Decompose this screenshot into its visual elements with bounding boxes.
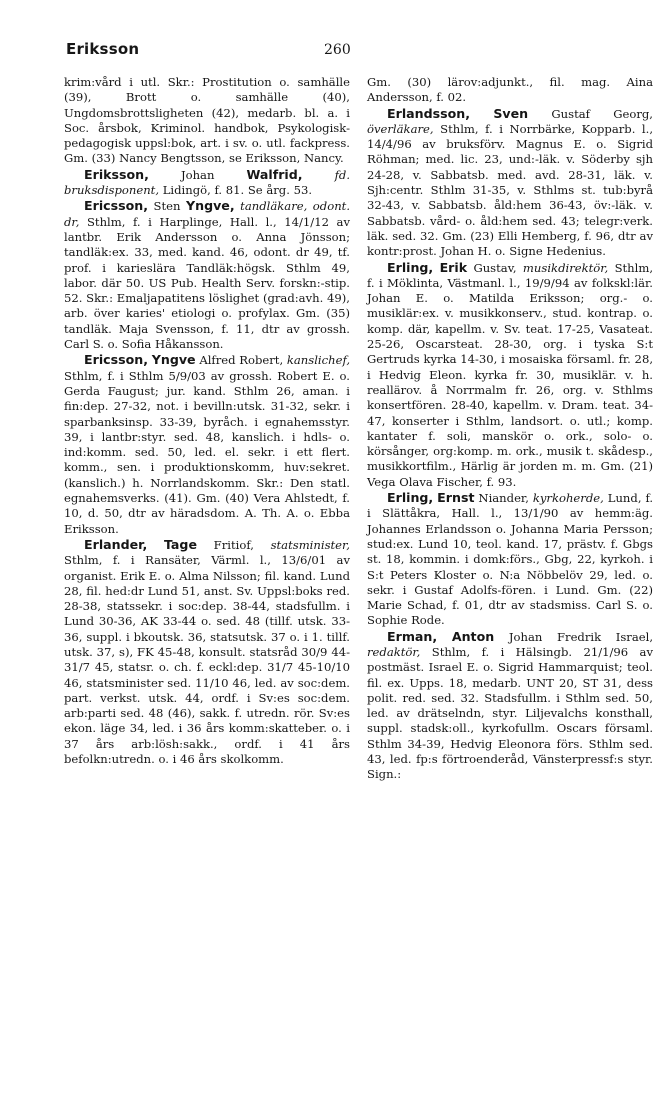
entry-called-name: Sven bbox=[493, 105, 529, 121]
page-number: 260 bbox=[324, 42, 351, 58]
biography-entry bbox=[367, 490, 653, 629]
entry-text: Sthlm, f. i Sthlm 5/9/03 av grossh. Robert E. o. Gerda Faugust; jur. kand. Sthlm 26, aman. i fin:dep. 27-32, not. i bevilln:utsk. 31-32, sekr. i sparbanksinsp. 33-39, byråch. i egnahemsstyr. 39, i lantbr:styr. sed. 48, kanslich. i hdls- o. ind:komm. sed. 50, led. el. sekr. i ett flert. komm., sen. i produktionskomm, huv:sekret. (kanslich.) h. Norrlandskomm. Skr.: Den statl. egnahemsverks. (41). Gm. (40) Vera Ahlstedt, f. 10, d. 50, dtr av häradsdom. A. Th. A. o. Ebba Eriksson. bbox=[64, 368, 350, 536]
entry-other-names: Niander, bbox=[478, 491, 529, 506]
entry-called-name: Ernst bbox=[437, 490, 475, 506]
entry-title: tandläkare, odont. dr, bbox=[64, 199, 350, 229]
entry-text: Lund, f. i Slättåkra, Hall. l., 13/1/90 av hemm:äg. Johannes Erlandsson o. Johanna Maria Persson; stud:ex. Lund 10, teol. kand. 17, prästv. f. Gbgs st. 18, kommin. i domk:förs., Gbg, 22, kyrkoh. i S:t Peters Kloster o. N:a Nöbbelöv 29, led. o. sekr. i Gustaf Adolfs-fören. i Lund. Gm. (22) Marie Schad, f. 01, dtr av stadsmiss. Carl S. o. Sophie Rode. bbox=[367, 491, 654, 628]
entry-called-name: Walfrid, bbox=[246, 166, 303, 182]
entry-title: kyrkoherde, bbox=[532, 491, 604, 506]
entry-text: Sthlm, f. i Harplinge, Hall. l., 14/1/12 av lantbr. Erik Andersson o. Anna Jönsson; tandläk:ex. 33, med. kand. 46, odont. dr 49, tf. prof. i karieslära Tandläk:högsk. Sthlm 49, labor. där 50. US Pub. Health Serv. forskn:-stip. 52. Skr.: Emaljapatitens löslighet (grad:avh. 49), arb. över karies' etiologi o. profylax. Gm. (35) tandläk. Maja Svensson, f. 11, dtr av grossh. Carl S. o. Sofia Håkansson. bbox=[64, 214, 351, 352]
biography-entry bbox=[64, 198, 350, 352]
entry-given-name: Sten bbox=[153, 199, 181, 214]
entry-surname: Erlander, bbox=[84, 536, 148, 552]
right-column bbox=[367, 75, 653, 783]
entry-text: Sthlm, f. i Hälsingb. 21/1/96 av postmäst. Israel E. o. Sigrid Hammarquist; teol. fil. ex. Upps. 18, medarb. UNT 20, ST 31, dess polit. red. sed. 32. Stadsfullm. i Sthlm sed. 50, led. av drätselndn, styr. Liljevalchs konsthall, suppl. stadsk:oll., kyrkofullm. Oscars församl. Sthlm 34-39, Hedvig Eleonora förs. Sthlm sed. 43, led. fp:s förtroenderåd, Vänsterpressf:s styr. Sign.: bbox=[367, 644, 653, 782]
entry-other-names: Gustav, bbox=[473, 260, 517, 275]
entry-text: Sthlm, f. i Norrbärke, Kopparb. l., 14/4/96 av bruksförv. Magnus E. o. Sigrid Röhman; med. lic. 23, und:-läk. v. Söderby sjh 24-28, v. Sabbatsb. med. avd. 28-31, läk. v. Sjh:centr. Sthlm 31-35, v. Sthlms st. tub:byrå 32-43, v. Sabbatsb. åld:hem 36-43, öv:-läk. v. Sabbatsb. vård- o. åld:hem sed. 43; telegr:verk. läk. sed. 32. Gm. (23) Elli Hemberg, f. 96, dtr av kontr:prost. Johan H. o. Signe Hedenius. bbox=[367, 121, 654, 259]
biography-entry bbox=[64, 537, 350, 767]
entry-text: Lidingö, f. 81. Se årg. 53. bbox=[162, 183, 313, 198]
biography-entry-continued bbox=[367, 75, 653, 106]
entry-given-name: Johan bbox=[180, 167, 215, 182]
entry-surname: Erlandsson, bbox=[387, 105, 471, 121]
running-head bbox=[66, 40, 642, 64]
entry-surname: Erman, bbox=[387, 628, 438, 644]
entry-called-name: Tage bbox=[163, 536, 197, 552]
entry-surname: Ericsson, bbox=[84, 352, 148, 368]
biography-entry bbox=[64, 352, 350, 537]
entry-other-names: Gustaf Georg, bbox=[551, 106, 653, 121]
left-column bbox=[64, 75, 350, 767]
entry-title: överläkare, bbox=[367, 121, 434, 136]
entry-surname: Erling, bbox=[387, 259, 434, 275]
entry-title: kanslichef, bbox=[286, 353, 351, 368]
entry-called-name: Anton bbox=[451, 628, 495, 644]
entry-called-name: Erik bbox=[439, 259, 468, 275]
entry-other-names: Fritiof, bbox=[213, 537, 254, 552]
entry-title: musikdirektör, bbox=[522, 260, 609, 275]
entry-title: statsminister, bbox=[270, 537, 350, 552]
entry-surname: Erling, bbox=[387, 490, 434, 506]
running-head-name: Eriksson bbox=[66, 40, 140, 58]
entry-called-name: Yngve, bbox=[186, 198, 235, 214]
entry-text: Gm. (30) lärov:adjunkt., fil. mag. Aina Andersson, f. 02. bbox=[367, 75, 653, 105]
entry-called-name: Yngve bbox=[151, 352, 196, 368]
biography-entry bbox=[64, 167, 350, 199]
entry-text: krim:vård i utl. Skr.: Prostitution o. samhälle (39), Brott o. samhälle (40), Ungdomsbrottsligheten (42), medarb. bl. a. i Soc. årsbok, Kriminol. handbok, Psykologisk-pedagogisk uppsl:bok, art. i sv. o. utl. fackpress. Gm. (33) Nancy Bengtsson, se Eriksson, Nancy. bbox=[64, 75, 350, 166]
entry-text: Sthlm, f. i Möklinta, Västmanl. l., 19/9/94 av folkskl:lär. Johan E. o. Matilda Eriksson; org.- o. musiklär:ex. v. musikkonserv., stud. kontrap. o. komp. där, kapellm. v. Sv. teat. 17-25, Vasateat. 25-26, Oscarsteat. 28-30, org. i tyska S:t Gertruds kyrka 14-30, i mosaiska församl. fr. 28, i Hedvig Eleon. kyrka fr. 30, musiklär. v. h. reallärov. å Norrmalm fr. 26, org. v. Sthlms konsertfören. 28-40, kapellm. v. Dram. teat. 34-47, konserter i Sthlm, landsort. o. utl.; komp. kantater f. soli, manskör o. ork., solo- o. körsånger, org:komp. m. ork., musik t. skådesp., musikkortfilm., Härlig är jorden m. m. Gm. (21) Vega Olava Fischer, f. 93. bbox=[367, 260, 654, 489]
biography-entry-continued bbox=[64, 75, 350, 167]
biography-entry bbox=[367, 260, 653, 490]
biography-entry bbox=[367, 629, 653, 783]
biography-entry bbox=[367, 106, 653, 260]
entry-title: fd. bruksdisponent, bbox=[64, 167, 351, 198]
entry-surname: Ericsson, bbox=[84, 198, 148, 214]
entry-other-names: Alfred Robert, bbox=[199, 353, 284, 368]
entry-text: Sthlm, f. i Ransäter, Värml. l., 13/6/01 av organist. Erik E. o. Alma Nilsson; fil. kand. Lund 28, fil. hed:dr Lund 51, anst. Sv. Uppsl:boks red. 28-38, statssekr. i soc:dep. 38-44, stadsfullm. i Lund 30-36, AK 33-44 o. sed. 48 (tillf. utsk. 33-36, suppl. i bkoutsk. 36, statsutsk. 37 o. i 1. tillf. utsk. 37, s), FK 45-48, konsult. statsråd 30/9 44-31/7 45, statsr. o. ch. f. eckl:dep. 31/7 45-10/10 46, statsminister sed. 11/10 46, led. av soc:dem. part. verkst. utsk. 44, ordf. i Sv:es soc:dem. arb:parti sed. 48 (46), sakk. f. utredn. rör. Sv:es ekon. läge 34, led. i 36 års komm:skatteber. o. i 37 års arb:lösh:sakk., ordf. i 41 års befolkn:utredn. o. i 46 års skolkomm. bbox=[64, 553, 350, 767]
entry-surname: Eriksson, bbox=[84, 166, 149, 182]
entry-title: redaktör, bbox=[367, 644, 421, 659]
entry-other-names: Johan Fredrik Israel, bbox=[508, 629, 654, 644]
